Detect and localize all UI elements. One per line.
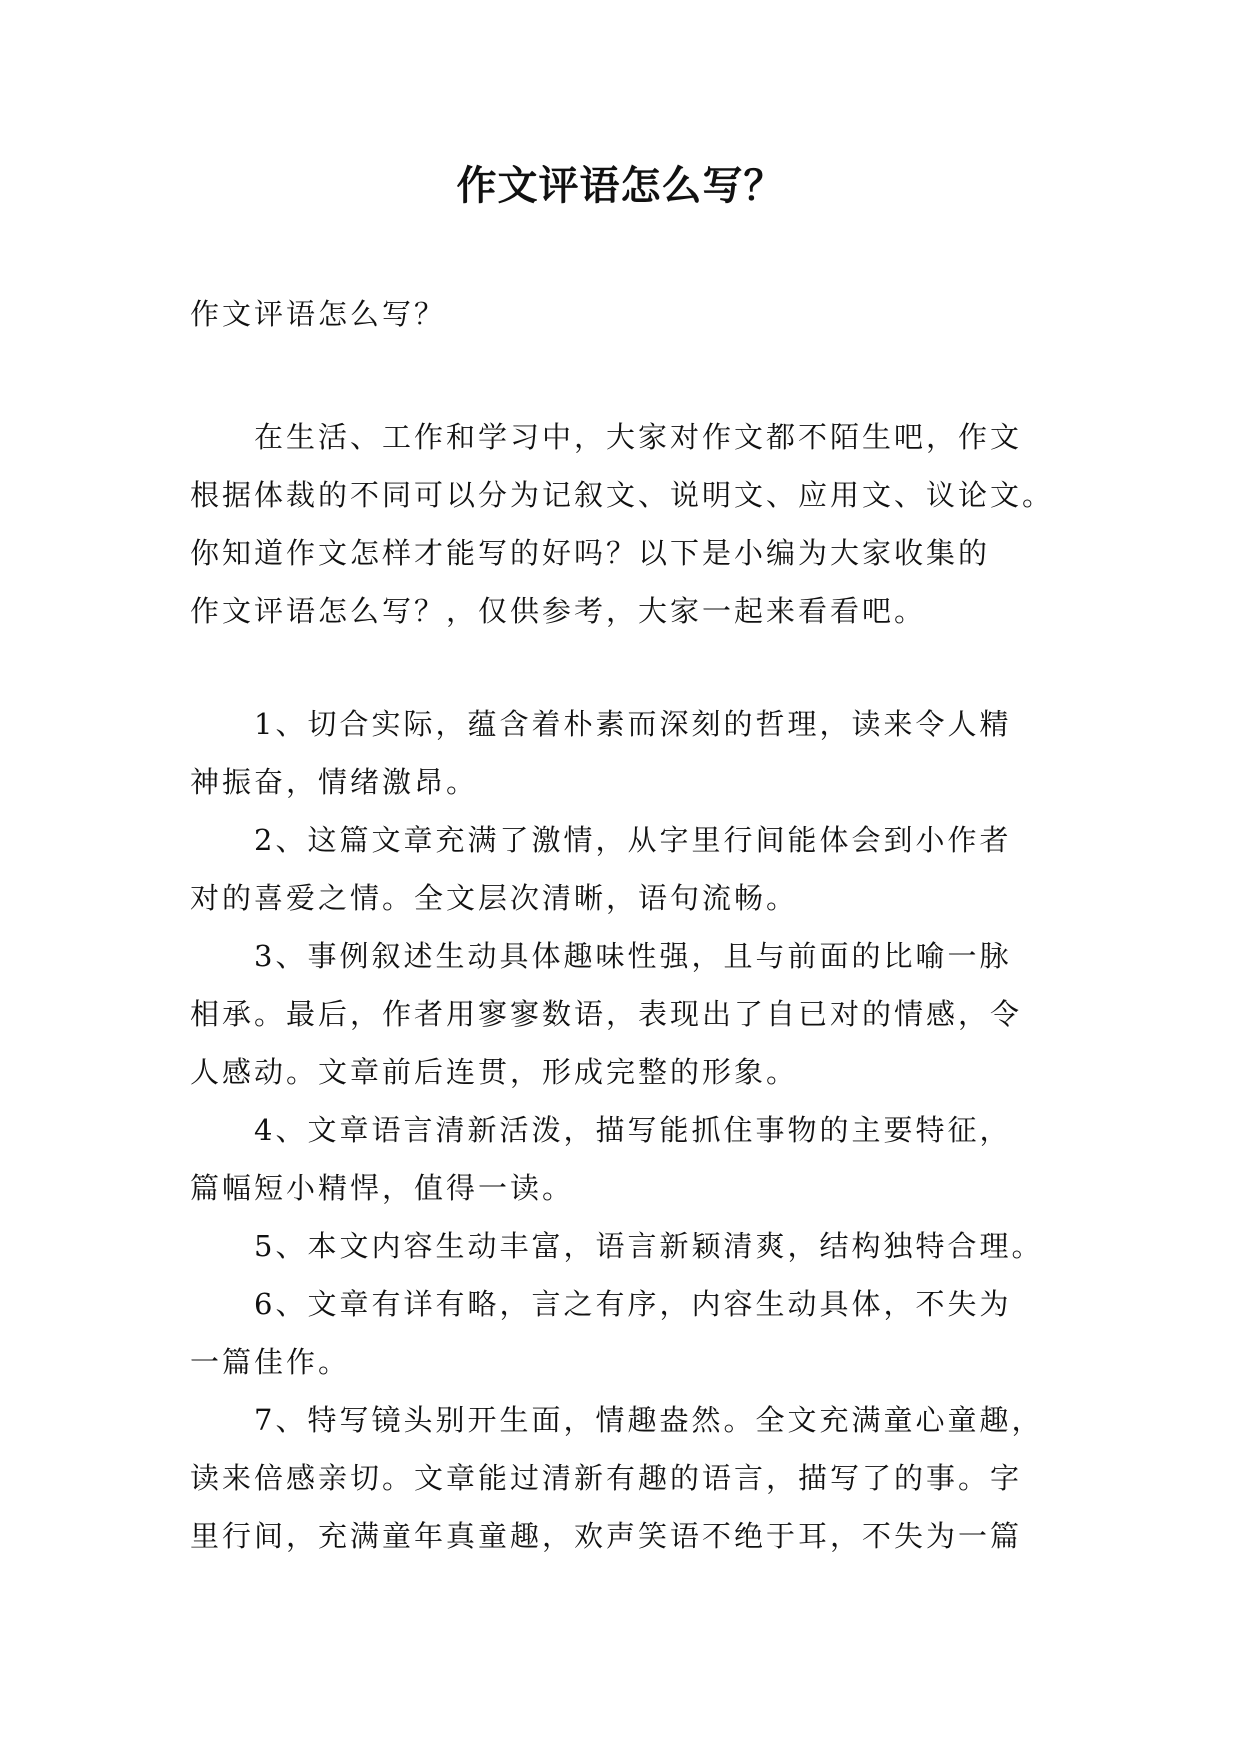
comment-line: 神振奋，情绪激昂。 (190, 765, 479, 799)
intro-paragraph (190, 408, 1070, 640)
comment-line: 一篇佳作。 (190, 1345, 351, 1379)
comment-line: 读来倍感亲切。文章能过清新有趣的语言，描写了的事。字 (190, 1461, 1023, 1495)
comment-line: 2、这篇文章充满了激情，从字里行间能体会到小作者 (190, 823, 1012, 857)
comment-line: 5、本文内容生动丰富，语言新颖清爽，结构独特合理。 (190, 1229, 1044, 1263)
document-title: 作文评语怎么写？ (456, 162, 785, 209)
comment-line: 3、事例叙述生动具体趣味性强，且与前面的比喻一脉 (190, 939, 1012, 973)
intro-line: 作文评语怎么写？，仅供参考，大家一起来看看吧。 (190, 594, 927, 628)
intro-line: 根据体裁的不同可以分为记叙文、说明文、应用文、议论文。 (190, 478, 1055, 512)
comment-line: 1、切合实际，蕴含着朴素而深刻的哲理，读来令人精 (190, 707, 1012, 741)
comment-line: 篇幅短小精悍，值得一读。 (190, 1171, 575, 1205)
intro-line: 在生活、工作和学习中，大家对作文都不陌生吧，作文 (190, 420, 1023, 454)
comment-line: 相承。最后，作者用寥寥数语，表现出了自已对的情感，令 (190, 997, 1023, 1031)
comment-line: 人感动。文章前后连贯，形成完整的形象。 (190, 1055, 799, 1089)
comment-line: 4、文章语言清新活泼，描写能抓住事物的主要特征， (190, 1113, 1012, 1147)
comment-line: 7、特写镜头别开生面，情趣盎然。全文充满童心童趣， (190, 1403, 1044, 1437)
intro-line: 你知道作文怎样才能写的好吗？以下是小编为大家收集的 (190, 536, 991, 570)
comment-line: 6、文章有详有略，言之有序，内容生动具体，不失为 (190, 1287, 1012, 1321)
comment-list (190, 695, 1070, 1565)
document-subtitle: 作文评语怎么写？ (190, 297, 447, 331)
comment-line: 对的喜爱之情。全文层次清晰，语句流畅。 (190, 881, 799, 915)
comment-line: 里行间，充满童年真童趣，欢声笑语不绝于耳，不失为一篇 (190, 1519, 1023, 1553)
